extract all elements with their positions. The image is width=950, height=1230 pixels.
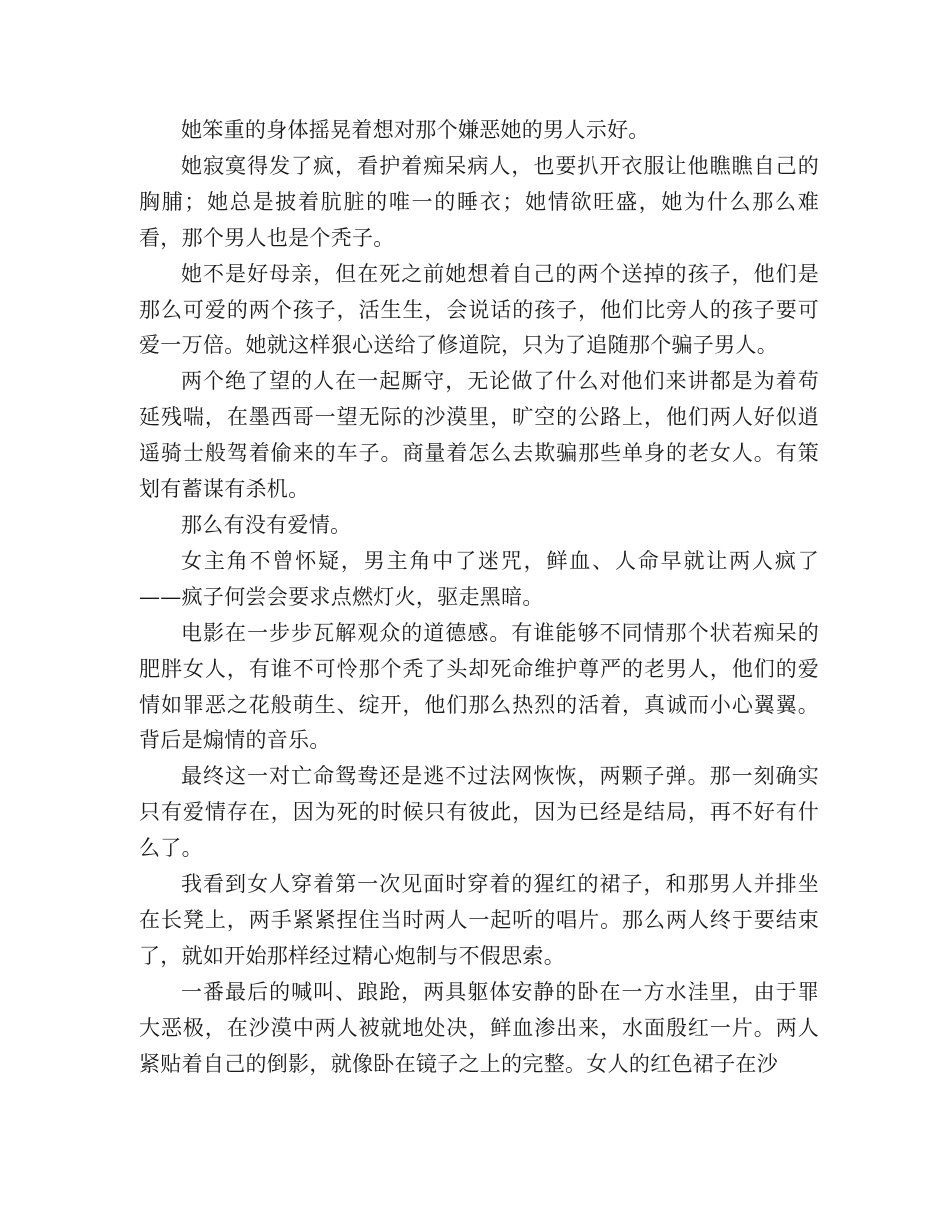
paragraph-3: 她不是好母亲，但在死之前她想着自己的两个送掉的孩子，他们是那么可爱的两个孩子，活生生，会说话的孩子，他们比旁人的孩子要可爱一万倍。她就这样狠心送给了修道院，只为了追随那个骗子男人。 [139, 261, 819, 358]
paragraph-10: 一番最后的喊叫、踉跄，两具躯体安静的卧在一方水洼里，由于罪大恶极，在沙漠中两人被就地处决，鲜血渗出来，水面殷红一片。两人紧贴着自己的倒影，就像卧在镜子之上的完整。女人的红色裙子在沙 [139, 979, 819, 1076]
document-page [139, 113, 819, 1082]
paragraph-8: 最终这一对亡命鸳鸯还是逃不过法网恢恢，两颗子弹。那一刻确实只有爱情存在，因为死的时候只有彼此，因为已经是结局，再不好有什么了。 [139, 764, 819, 861]
paragraph-6: 女主角不曾怀疑，男主角中了迷咒，鲜血、人命早就让两人疯了——疯子何尝会要求点燃灯火，驱走黑暗。 [139, 548, 819, 609]
paragraph-9: 我看到女人穿着第一次见面时穿着的猩红的裙子，和那男人并排坐在长凳上，两手紧紧捏住当时两人一起听的唱片。那么两人终于要结束了，就如开始那样经过精心炮制与不假思索。 [139, 872, 819, 968]
paragraph-4: 两个绝了望的人在一起厮守，无论做了什么对他们来讲都是为着苟延残喘，在墨西哥一望无际的沙漠里，旷空的公路上，他们两人好似逍遥骑士般驾着偷来的车子。商量着怎么去欺骗那些单身的老女人。有策划有蓄谋有杀机。 [139, 369, 819, 502]
paragraph-2: 她寂寞得发了疯，看护着痴呆病人，也要扒开衣服让他瞧瞧自己的胸脯；她总是披着肮脏的唯一的睡衣；她情欲旺盛，她为什么那么难看，那个男人也是个秃子。 [139, 153, 819, 250]
paragraph-5: 那么有没有爱情。 [181, 512, 352, 537]
paragraph-7: 电影在一步步瓦解观众的道德感。有谁能够不同情那个状若痴呆的肥胖女人，有谁不可怜那个秃了头却死命维护尊严的老男人，他们的爱情如罪恶之花般萌生、绽开，他们那么热烈的活着，真诚而小心翼翼。背后是煽情的音乐。 [139, 620, 819, 753]
paragraph-1: 她笨重的身体摇晃着想对那个嫌恶她的男人示好。 [181, 118, 650, 142]
